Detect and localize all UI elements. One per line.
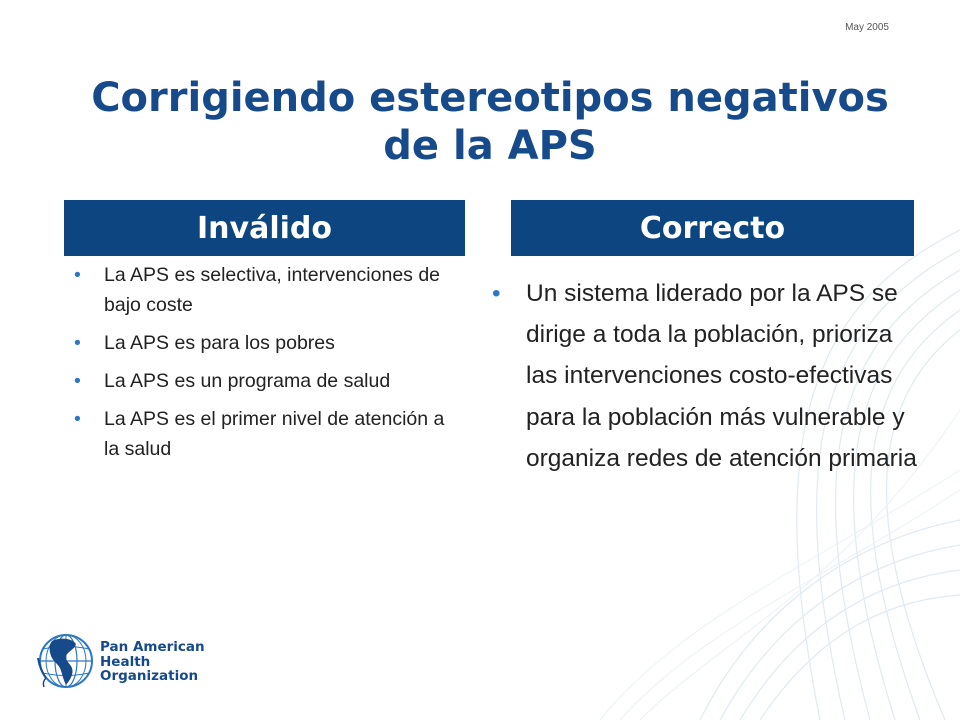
- invalid-list: [74, 260, 464, 472]
- title-line-2: de la APS: [383, 123, 597, 169]
- list-item: [74, 260, 464, 320]
- globe-icon: [36, 630, 96, 692]
- list-item-text: La APS es el primer nivel de atención a la salud: [104, 408, 445, 460]
- correct-list: [492, 273, 922, 479]
- list-item-text: Un sistema liderado por la APS se dirige a toda la población, prioriza las intervenciones costo-efectivas para la población más vulnerable y organiza redes de atención primaria: [526, 280, 917, 472]
- bullet-icon: •: [492, 280, 501, 307]
- list-item: [74, 404, 464, 464]
- slide-title: [60, 74, 920, 170]
- correct-column-header: Correcto: [511, 200, 914, 256]
- bullet-icon: •: [74, 370, 81, 392]
- organization-name: [100, 640, 205, 684]
- invalid-column-header: Inválido: [64, 200, 465, 256]
- slide-date: May 2005: [845, 22, 889, 33]
- list-item: [74, 328, 464, 358]
- bullet-icon: •: [74, 408, 81, 430]
- bullet-icon: •: [74, 332, 81, 354]
- org-name-line-1: Pan American: [100, 639, 205, 655]
- list-item-text: La APS es para los pobres: [104, 332, 335, 354]
- title-line-1: Corrigiendo estereotipos negativos: [91, 75, 889, 121]
- org-name-line-3: Organization: [100, 668, 199, 684]
- list-item: [74, 366, 464, 396]
- list-item: [492, 273, 922, 479]
- list-item-text: La APS es selectiva, intervenciones de bajo coste: [104, 264, 441, 316]
- list-item-text: La APS es un programa de salud: [104, 370, 391, 392]
- org-name-line-2: Health: [100, 653, 151, 670]
- bullet-icon: •: [74, 264, 81, 286]
